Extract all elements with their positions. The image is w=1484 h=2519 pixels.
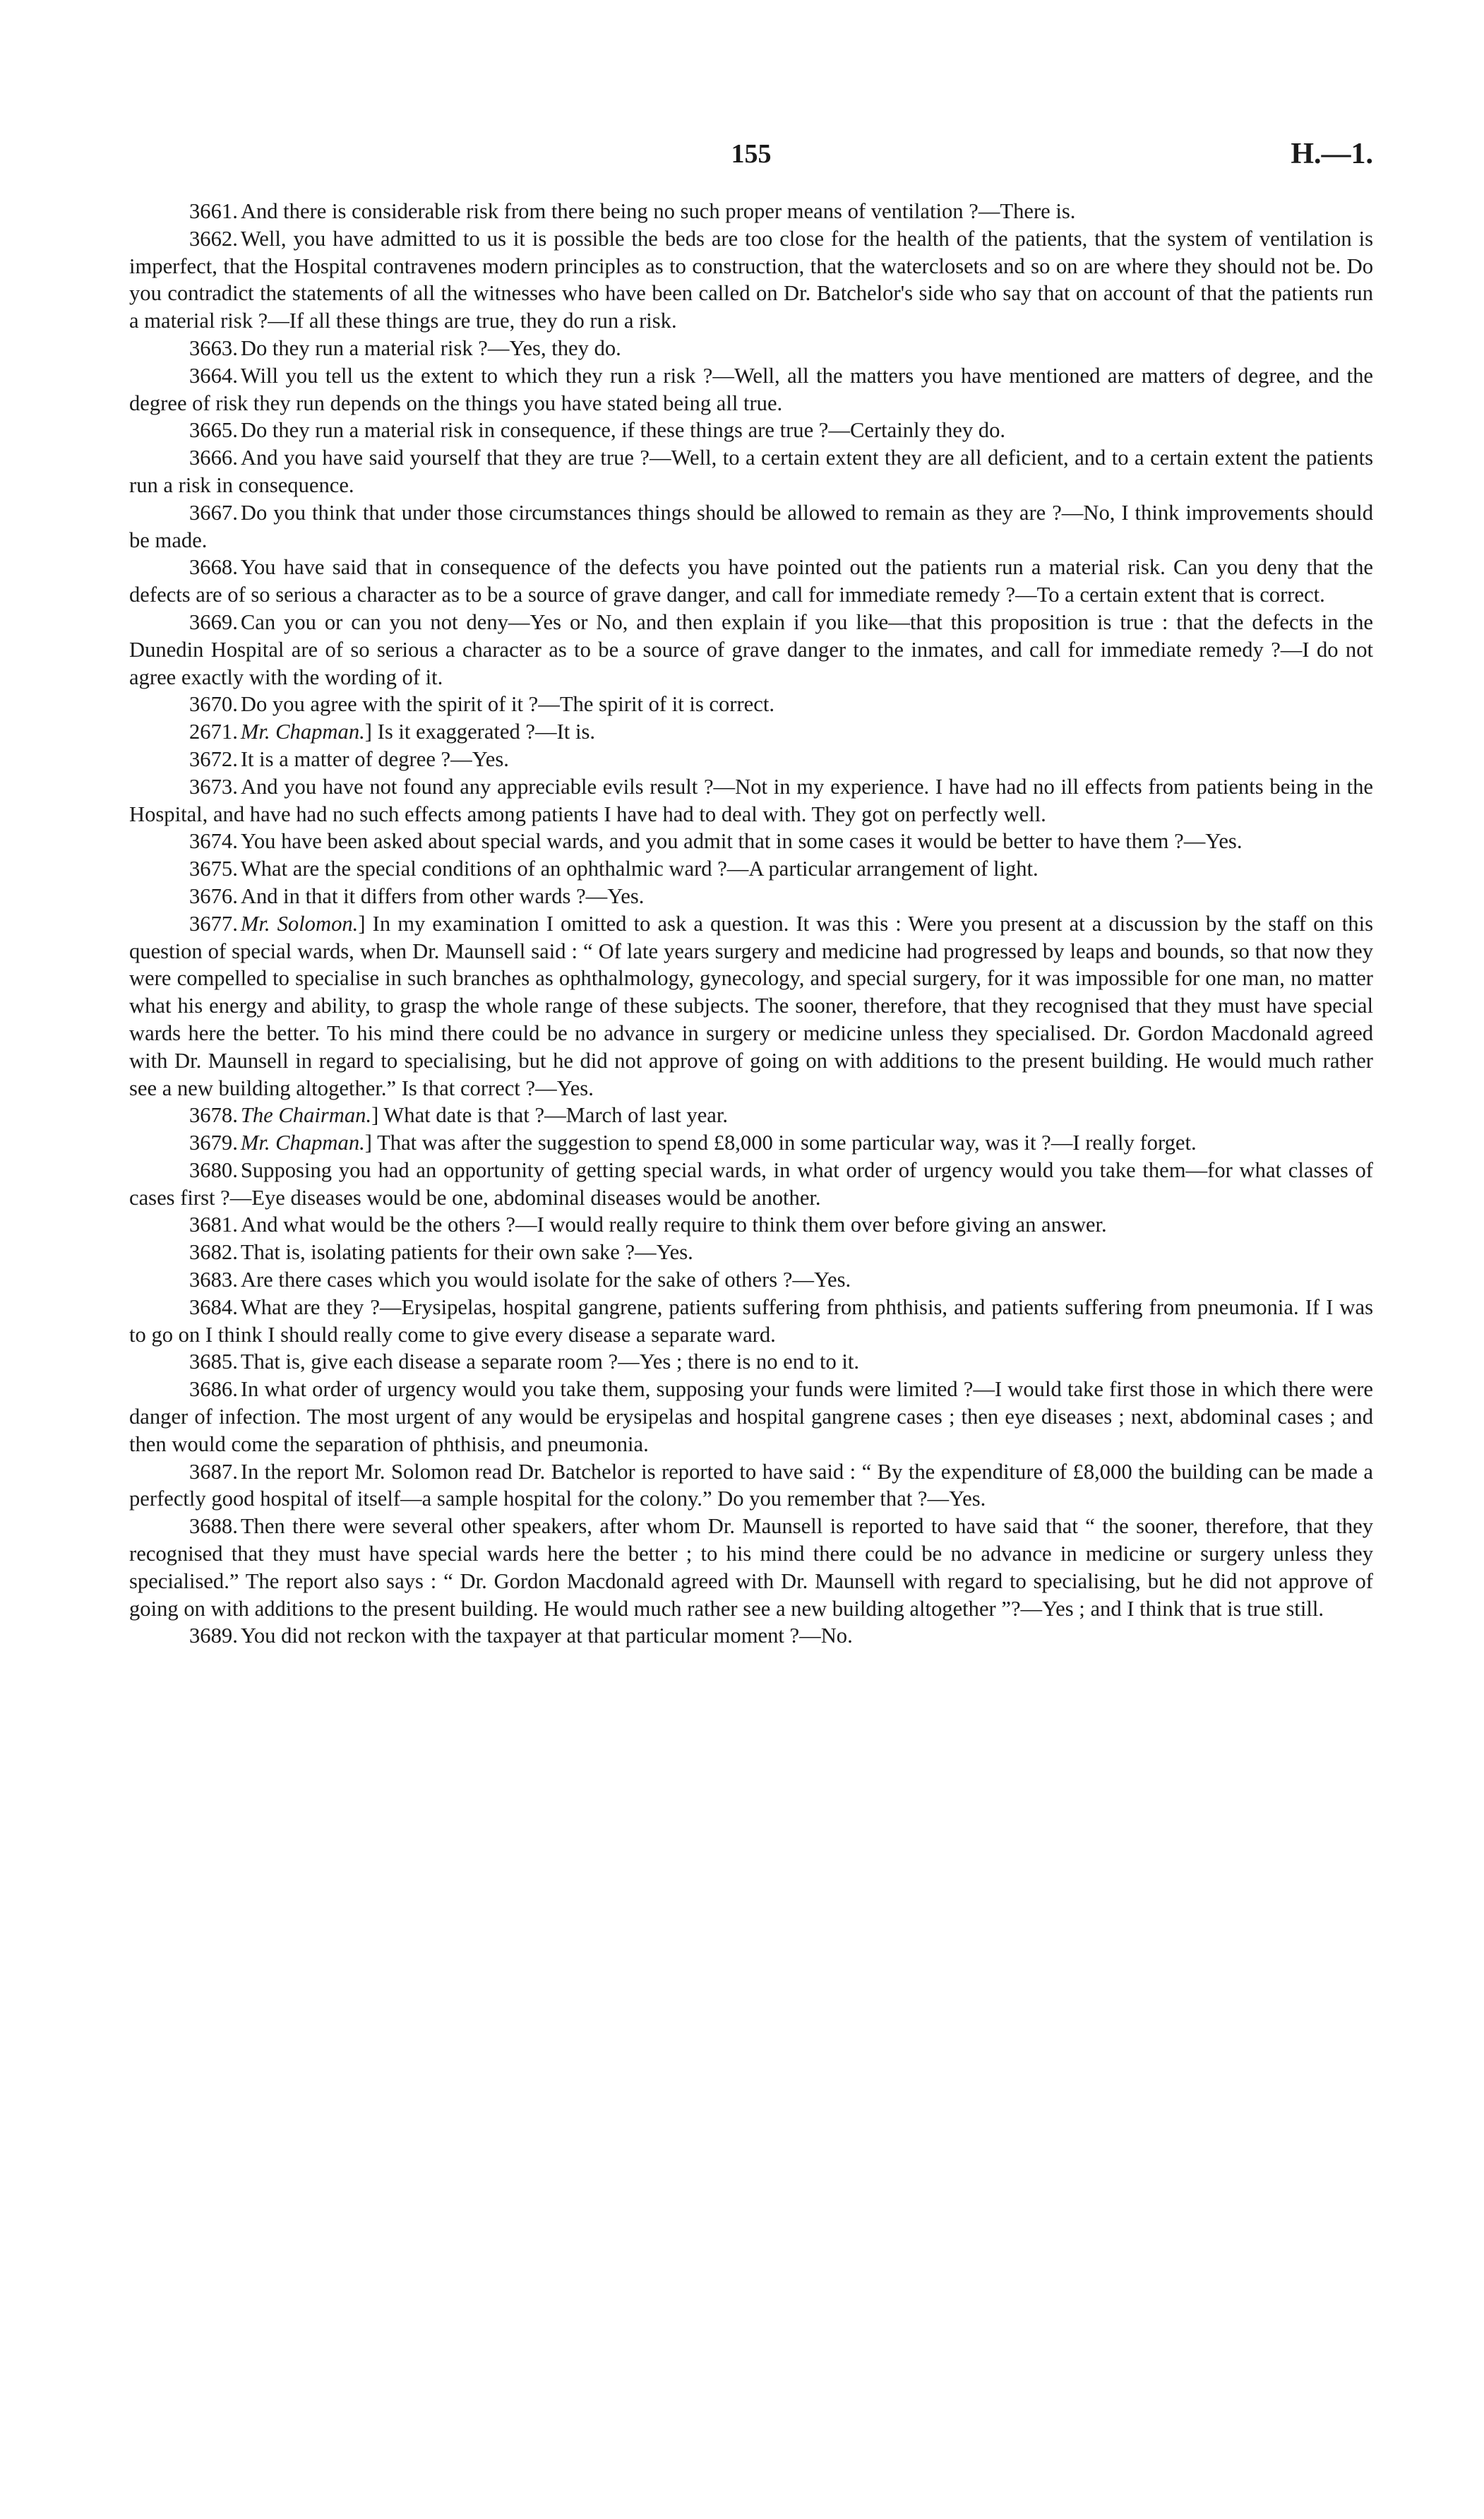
testimony-paragraph bbox=[129, 1102, 1373, 1129]
testimony-paragraph bbox=[129, 773, 1373, 828]
speaker-name: The Chairman. bbox=[240, 1103, 372, 1128]
paragraph-text: You did not reckon with the taxpayer at that particular moment ?—No. bbox=[240, 1624, 853, 1648]
testimony-paragraph bbox=[129, 499, 1373, 554]
question-number: 3681. bbox=[189, 1213, 238, 1237]
testimony-paragraph bbox=[129, 198, 1373, 225]
question-number: 2671. bbox=[189, 720, 238, 744]
paragraph-text: That is, give each disease a separate room ?—Yes ; there is no end to it. bbox=[240, 1350, 860, 1374]
testimony-paragraph bbox=[129, 828, 1373, 855]
testimony-paragraph bbox=[129, 1622, 1373, 1650]
paragraph-text: Supposing you had an opportunity of getting special wards, in what order of urgency would you take them—for what classes of cases first ?—Eye diseases would be one, abdominal diseases would be another. bbox=[129, 1157, 1373, 1210]
paragraph-text: Then there were several other speakers, after whom Dr. Maunsell is reported to have said that “ the sooner, therefore, that they recognised that they must have special wards here the better ; to his mind there could be no advance in medicine or surgery unless they specialised.” The report also says : “ Dr. Gordon Macdonald agreed with Dr. Maunsell with regard to specialising, but he did not approve of going on with additions to the present building. He would much rather see a new building altogether ”?—Yes ; and I think that is true still. bbox=[129, 1514, 1373, 1621]
paragraph-text: Is it exaggerated ?—It is. bbox=[377, 720, 595, 744]
paragraph-text: And in that it differs from other wards ?—Yes. bbox=[240, 883, 645, 908]
speaker-name: Mr. Solomon. bbox=[240, 911, 359, 936]
testimony-paragraph bbox=[129, 1458, 1373, 1513]
paragraph-text: You have been asked about special wards, and you admit that in some cases it would be better to have them ?—Yes. bbox=[240, 829, 1243, 854]
speaker-name: Mr. Chapman. bbox=[240, 1131, 365, 1155]
paragraph-text: Do they run a material risk in consequence, if these things are true ?—Certainly they do. bbox=[240, 418, 1006, 443]
question-number: 3684. bbox=[189, 1294, 238, 1319]
paragraph-text: And you have not found any appreciable evils result ?—Not in my experience. I have had no ill effects from patients being in the Hospital, and have had no such effects among patients I have had to deal with. They got on perfectly well. bbox=[129, 774, 1373, 826]
testimony-paragraph bbox=[129, 718, 1373, 746]
question-number: 3673. bbox=[189, 774, 238, 799]
testimony-paragraph bbox=[129, 855, 1373, 883]
paragraph-text: Can you or can you not deny—Yes or No, and then explain if you like—that this proposition is true : that the defects in the Dunedin Hospital are of so serious a character as to be a source of grave danger to the inmates, and call for immediate remedy ?—I do not agree exactly with the wording of it. bbox=[129, 609, 1373, 689]
paragraph-text: What date is that ?—March of last year. bbox=[383, 1103, 729, 1128]
speaker-bracket: ] bbox=[371, 1103, 384, 1128]
speaker-bracket: ] bbox=[358, 911, 373, 936]
testimony-paragraph bbox=[129, 1348, 1373, 1376]
testimony-paragraph bbox=[129, 1376, 1373, 1458]
testimony-paragraph bbox=[129, 1239, 1373, 1266]
paragraph-text: In my examination I omitted to ask a question. It was this : Were you present at a discussion by the staff on this question of special wards, when Dr. Maunsell said : “ Of late years surgery and medicine had progressed by leaps and bounds, so that now they were compelled to specialise in such branches as ophthalmology, gynecology, and special surgery, for it was impossible for one man, no matter what his energy and ability, to grasp the whole range of these subjects. The sooner, therefore, that they recognised that they must have special wards here the better. To his mind there could be no advance in surgery or medicine unless they specialised. Dr. Gordon Macdonald agreed with Dr. Maunsell in regard to specialising, but he did not approve of going on with additions to the present building. He would much rather see a new building altogether.” Is that correct ?—Yes. bbox=[129, 911, 1373, 1100]
testimony-paragraph bbox=[129, 691, 1373, 718]
question-number: 3665. bbox=[189, 418, 238, 443]
paragraph-text: Do you agree with the spirit of it ?—The spirit of it is correct. bbox=[240, 692, 774, 717]
paragraph-text: It is a matter of degree ?—Yes. bbox=[240, 746, 509, 771]
paragraph-text: And there is considerable risk from there being no such proper means of ventilation ?—There is. bbox=[240, 199, 1076, 223]
paragraph-text: Are there cases which you would isolate for the sake of others ?—Yes. bbox=[240, 1268, 851, 1292]
paragraph-text: And what would be the others ?—I would really require to think them over before giving an answer. bbox=[240, 1213, 1107, 1237]
testimony-paragraph bbox=[129, 335, 1373, 362]
question-number: 3669. bbox=[189, 609, 238, 634]
testimony-paragraph bbox=[129, 362, 1373, 417]
question-number: 3685. bbox=[189, 1350, 238, 1374]
page-number: 155 bbox=[731, 139, 772, 169]
paragraph-text: Do you think that under those circumstances things should be allowed to remain as they are ?—No, I think improvements should be made. bbox=[129, 500, 1373, 552]
question-number: 3677. bbox=[189, 911, 238, 936]
series-mark: H.—1. bbox=[1291, 138, 1373, 170]
testimony-paragraph bbox=[129, 444, 1373, 499]
paragraph-text: That is, isolating patients for their own sake ?—Yes. bbox=[240, 1240, 693, 1265]
question-number: 3683. bbox=[189, 1268, 238, 1292]
paragraph-text: In what order of urgency would you take them, supposing your funds were limited ?—I would take first those in which there were danger of infection. The most urgent of any would be erysipelas and hospital gangrene cases ; then eye diseases ; next, abdominal cases ; and then would come the separation of phthisis, and pneumonia. bbox=[129, 1377, 1373, 1456]
question-number: 3668. bbox=[189, 555, 238, 580]
question-number: 3670. bbox=[189, 692, 238, 717]
testimony-paragraph bbox=[129, 746, 1373, 773]
question-number: 3666. bbox=[189, 446, 238, 470]
question-number: 3682. bbox=[189, 1240, 238, 1265]
question-number: 3675. bbox=[189, 857, 238, 881]
paragraph-text: What are the special conditions of an ophthalmic ward ?—A particular arrangement of light. bbox=[240, 857, 1039, 881]
question-number: 3686. bbox=[189, 1377, 238, 1402]
question-number: 3679. bbox=[189, 1131, 238, 1155]
speaker-bracket: ] bbox=[364, 720, 378, 744]
testimony-paragraph bbox=[129, 883, 1373, 910]
testimony-paragraph bbox=[129, 554, 1373, 609]
testimony-paragraph bbox=[129, 225, 1373, 335]
question-number: 3674. bbox=[189, 829, 238, 854]
question-number: 3676. bbox=[189, 883, 238, 908]
paragraph-text: Do they run a material risk ?—Yes, they do. bbox=[240, 335, 621, 360]
question-number: 3678. bbox=[189, 1103, 238, 1128]
paragraph-text: In the report Mr. Solomon read Dr. Batchelor is reported to have said : “ By the expenditure of £8,000 the building can be made a perfectly good hospital of itself—a sample hospital for the colony.” Do you remember that ?—Yes. bbox=[129, 1459, 1373, 1511]
question-number: 3662. bbox=[189, 226, 238, 251]
paragraph-text: Well, you have admitted to us it is possible the beds are too close for the health of the patients, that the system of ventilation is imperfect, that the Hospital contravenes modern principles as to construction, that the waterclosets and so on are where they should not be. Do you contradict the statements of all the witnesses who have been called on Dr. Batchelor's side who say that on account of that the patients run a material risk ?—If all these things are true, they do run a risk. bbox=[129, 226, 1373, 333]
question-number: 3680. bbox=[189, 1157, 238, 1182]
testimony-paragraph bbox=[129, 1129, 1373, 1157]
question-number: 3667. bbox=[189, 500, 238, 525]
paragraph-text: You have said that in consequence of the defects you have pointed out the patients run a material risk. Can you deny that the defects are of so serious a character as to be a source of grave danger, and call for immediate remedy ?—To a certain extent that is correct. bbox=[129, 555, 1373, 607]
document-page bbox=[129, 138, 1373, 1650]
testimony-paragraph bbox=[129, 1294, 1373, 1349]
speaker-name: Mr. Chapman. bbox=[240, 720, 365, 744]
page-header bbox=[129, 138, 1373, 181]
paragraph-text: That was after the suggestion to spend £8,000 in some particular way, was it ?—I really forget. bbox=[377, 1131, 1197, 1155]
paragraph-text: Will you tell us the extent to which they run a risk ?—Well, all the matters you have mentioned are matters of degree, and the degree of risk they run depends on the things you have stated being all true. bbox=[129, 363, 1373, 415]
paragraph-text: And you have said yourself that they are true ?—Well, to a certain extent they are all deficient, and to a certain extent the patients run a risk in consequence. bbox=[129, 446, 1373, 497]
testimony-paragraph bbox=[129, 1157, 1373, 1212]
question-number: 3663. bbox=[189, 335, 238, 360]
testimony-paragraph bbox=[129, 609, 1373, 691]
question-number: 3664. bbox=[189, 363, 238, 388]
testimony-paragraph bbox=[129, 1513, 1373, 1622]
question-number: 3687. bbox=[189, 1459, 238, 1484]
question-number: 3688. bbox=[189, 1514, 238, 1539]
testimony-paragraph bbox=[129, 417, 1373, 444]
speaker-bracket: ] bbox=[364, 1131, 378, 1155]
question-number: 3661. bbox=[189, 199, 238, 223]
testimony-paragraph bbox=[129, 910, 1373, 1102]
testimony-paragraph bbox=[129, 1266, 1373, 1294]
question-number: 3689. bbox=[189, 1624, 238, 1648]
question-number: 3672. bbox=[189, 746, 238, 771]
testimony-body bbox=[129, 198, 1373, 1650]
testimony-paragraph bbox=[129, 1211, 1373, 1239]
paragraph-text: What are they ?—Erysipelas, hospital gangrene, patients suffering from phthisis, and patients suffering from pneumonia. If I was to go on I think I should really come to give every disease a separate ward. bbox=[129, 1294, 1373, 1347]
